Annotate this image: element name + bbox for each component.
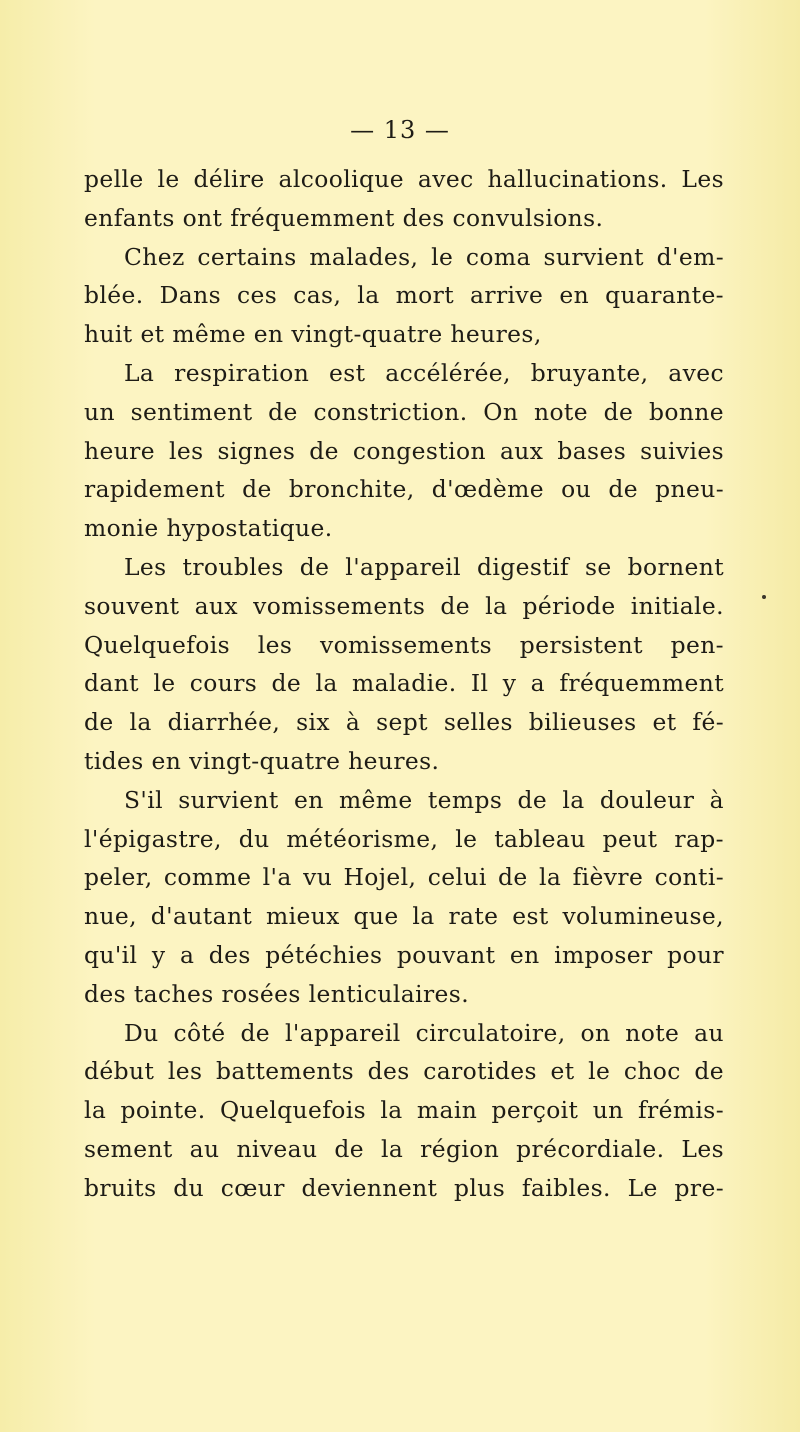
text-line: souvent aux vomissements de la période initiale. xyxy=(84,591,724,620)
text-line: bruits du cœur deviennent plus faibles. Le pre- xyxy=(84,1173,724,1202)
text-line: nue, d'autant mieux que la rate est volumineuse, xyxy=(84,902,724,931)
text-line: début les battements des carotides et le choc de xyxy=(84,1057,724,1086)
text-line: des taches rosées lenticulaires. xyxy=(84,979,470,1008)
margin-mark xyxy=(762,595,766,599)
text-line: pelle le délire alcoolique avec hallucinations. Les xyxy=(84,165,724,193)
page-number: — 13 — xyxy=(350,116,450,144)
text-line: tides en vingt-quatre heures. xyxy=(84,746,440,775)
text-line: La respiration est accélérée, bruyante, avec xyxy=(124,358,724,387)
text-line: la pointe. Quelquefois la main perçoit un frémis- xyxy=(84,1096,724,1125)
text-line: peler, comme l'a vu Hojel, celui de la fièvre conti- xyxy=(84,863,724,892)
text-line: Chez certains malades, le coma survient d'em- xyxy=(124,242,724,271)
text-line: dant le cours de la maladie. Il y a fréquemment xyxy=(84,669,724,698)
text-line: sement au niveau de la région précordiale. Les xyxy=(84,1134,724,1163)
text-line: Quelquefois les vomissements persistent pen- xyxy=(84,630,724,659)
body-text xyxy=(84,160,724,1208)
text-line: huit et même en vingt-quatre heures, xyxy=(84,320,542,349)
text-line: S'il survient en même temps de la douleur à xyxy=(124,785,724,814)
text-line: enfants ont fréquemment des convulsions. xyxy=(84,203,604,232)
text-line: de la diarrhée, six à sept selles bilieuses et fé- xyxy=(84,708,724,737)
text-line: l'épigastre, du météorisme, le tableau peut rap- xyxy=(84,824,724,853)
text-line: Les troubles de l'appareil digestif se bornent xyxy=(124,552,724,581)
text-line: qu'il y a des pétéchies pouvant en imposer pour xyxy=(84,940,724,969)
text-line: un sentiment de constriction. On note de bonne xyxy=(84,397,724,426)
text-line: rapidement de bronchite, d'œdème ou de pneu- xyxy=(84,475,724,504)
text-line: monie hypostatique. xyxy=(84,514,333,543)
text-line: blée. Dans ces cas, la mort arrive en quarante- xyxy=(84,281,724,310)
text-line: heure les signes de congestion aux bases suivies xyxy=(84,436,724,465)
text-line: Du côté de l'appareil circulatoire, on note au xyxy=(124,1018,724,1047)
